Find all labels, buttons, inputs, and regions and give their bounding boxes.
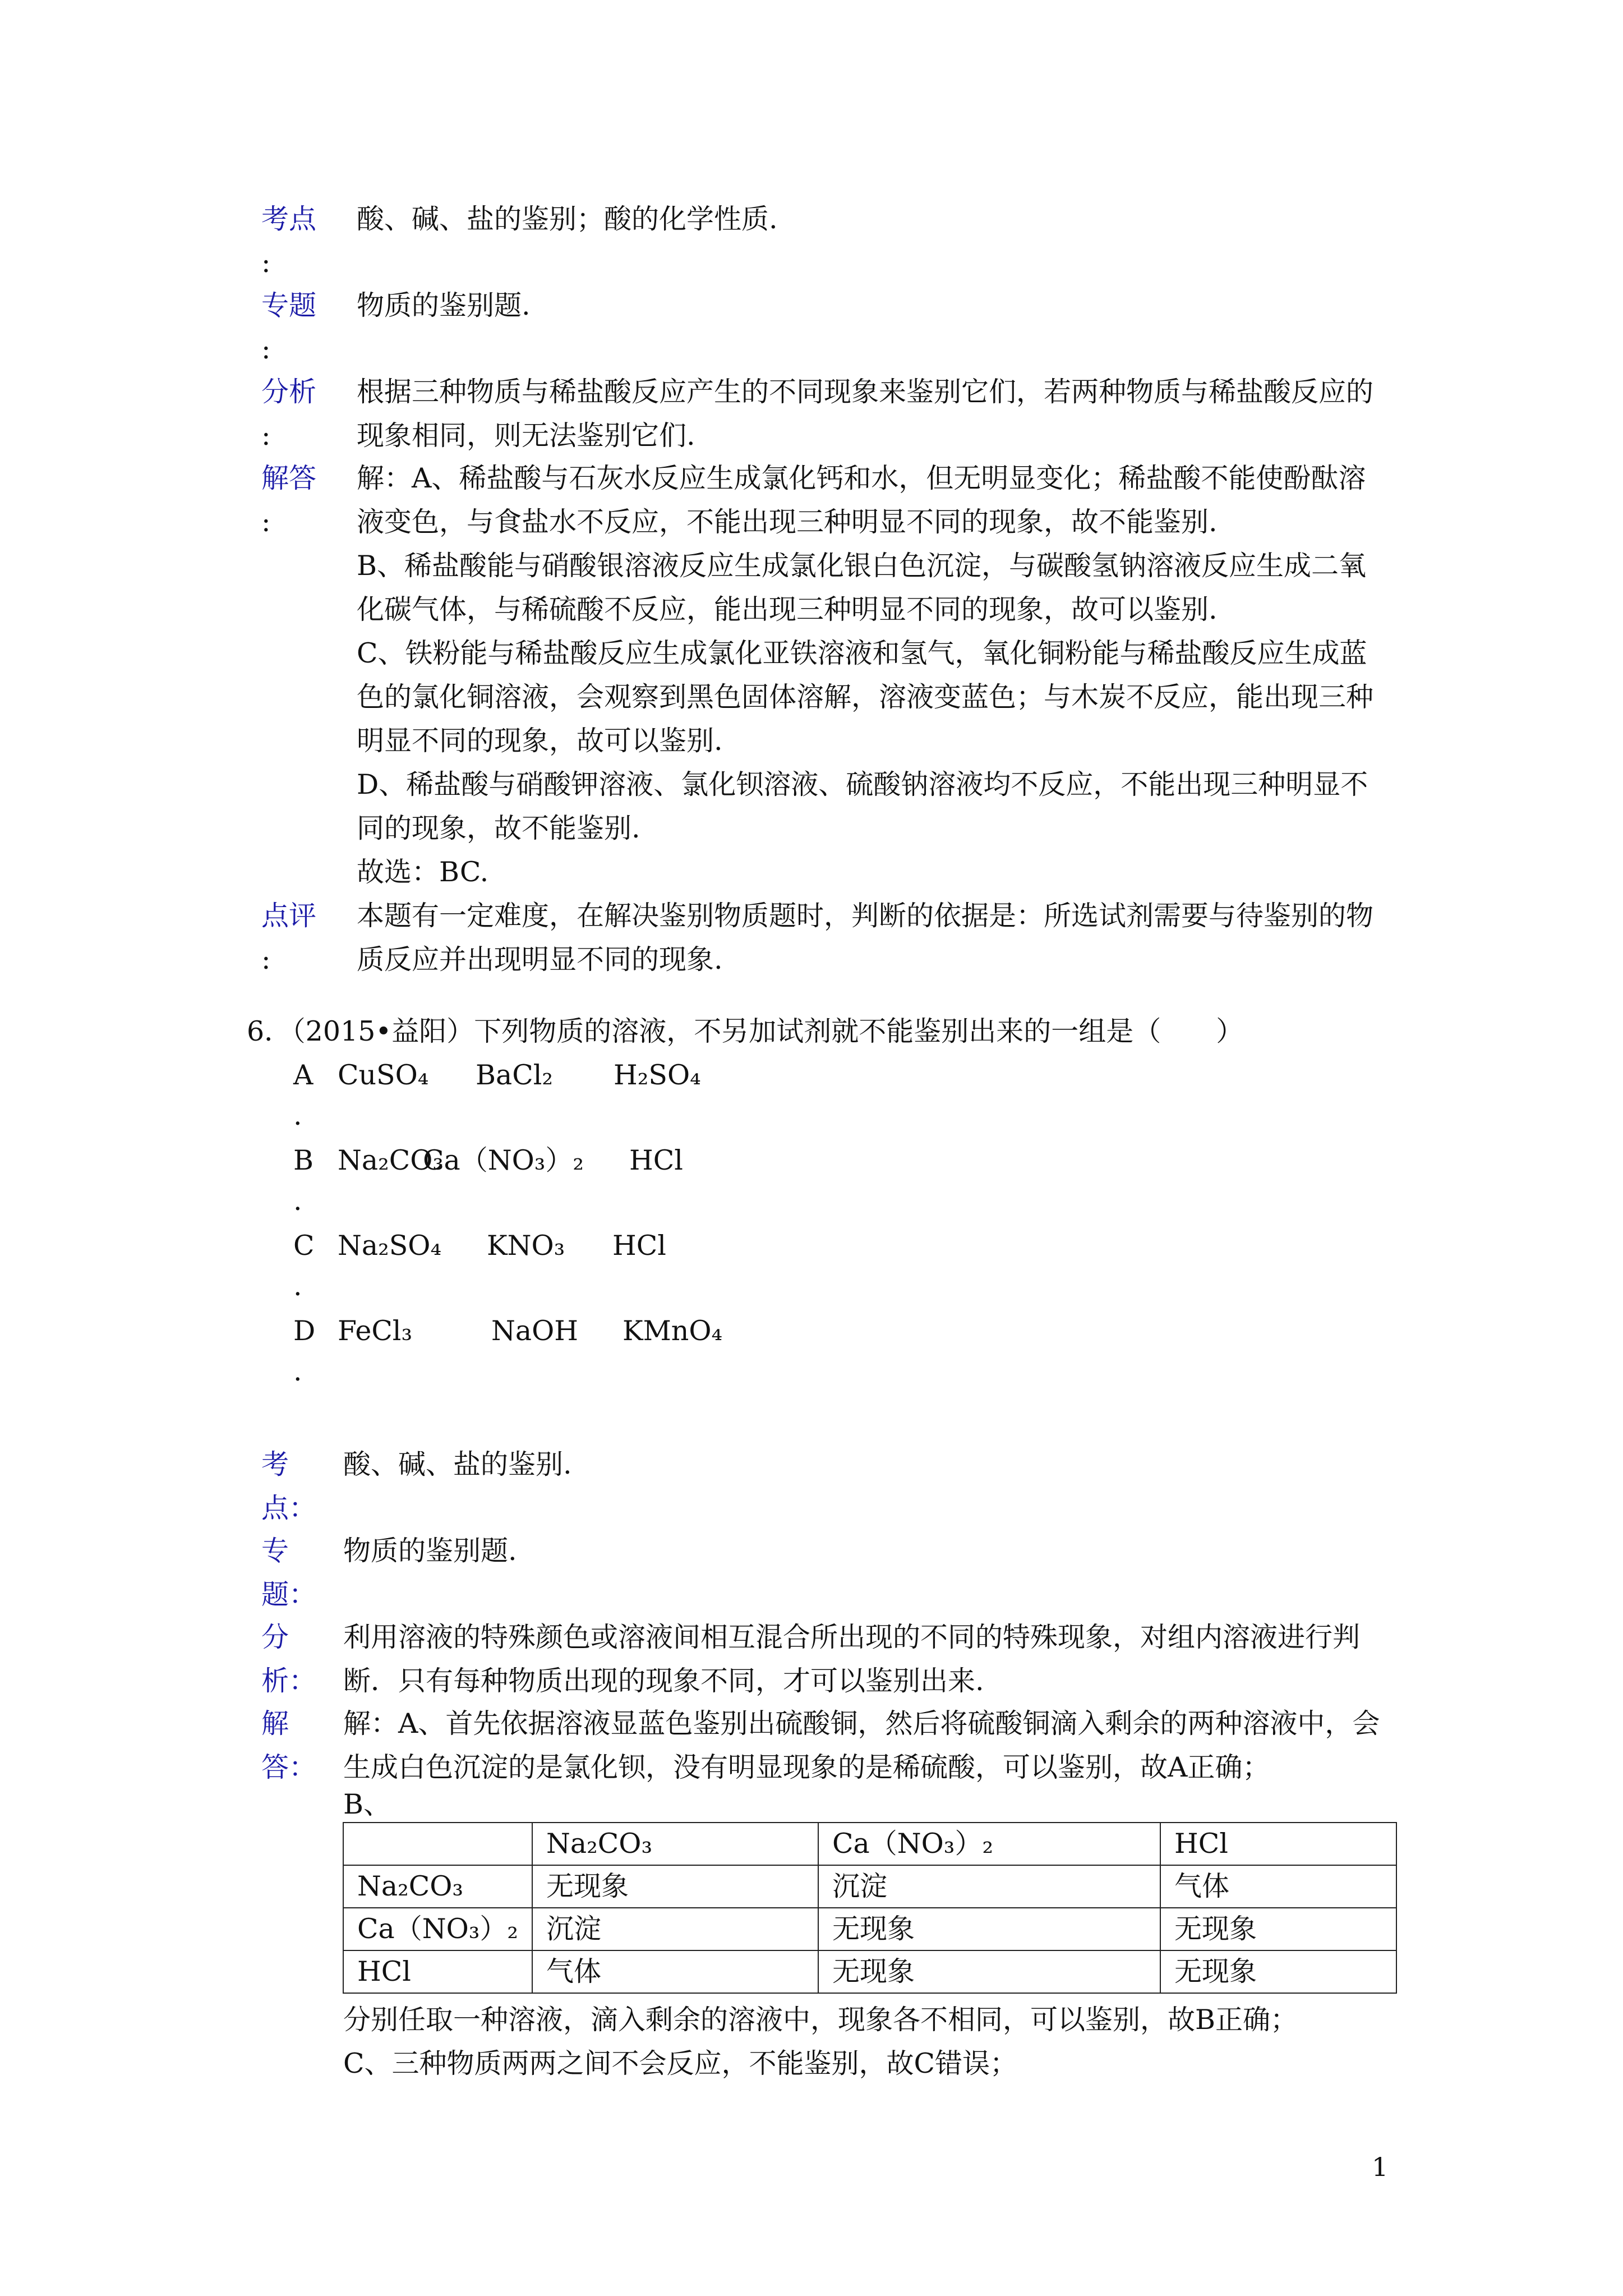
option-dot: . [293,1099,302,1131]
label-colon: : [261,944,271,976]
zhuanti-text: 物质的鉴别题. [357,289,531,321]
jieda-a-text: 解：A、稀盐酸与石灰水反应生成氯化钙和水，但无明显变化；稀盐酸不能使酚酞溶液变色，与食盐水不反应，不能出现三种明显不同的现象，故不能鉴别. [357,462,1366,538]
table-row [343,1908,1396,1950]
table-header-row [343,1823,1396,1865]
table-cell: 气体 [1160,1865,1396,1908]
table-cell: 无现象 [818,1908,1160,1950]
label-colon: : [261,333,271,365]
label-colon: : [261,247,271,279]
kaodian-text-2: 酸、碱、盐的鉴别. [343,1448,572,1480]
table-cell: 无现象 [1160,1950,1396,1993]
question-stem: 6．（2015•益阳）下列物质的溶液，不另加试剂就不能鉴别出来的一组是（ ） [247,1015,1244,1047]
jieda-select-text: 故选：BC. [357,856,489,888]
table-cell: Na₂CO₃ [532,1823,818,1865]
option-a-item-2: BaCl₂ [476,1059,554,1091]
kaodian-label: 考点 [261,203,317,235]
table-cell: Ca（NO₃）₂ [343,1908,532,1950]
option-d-letter: D [293,1315,316,1347]
option-dot: . [293,1185,302,1217]
table-row [343,1950,1396,1993]
jieda-b-head: B、 [343,1788,391,1820]
option-a-item-3: H₂SO₄ [614,1059,701,1091]
option-d-item-1: FeCl₃ [338,1315,413,1347]
jieda-label-1: 解 [261,1708,289,1740]
zhuanti-label: 专题 [261,289,317,321]
fenxi-label-2: 析： [261,1665,317,1697]
option-d-item-2: NaOH [491,1315,578,1347]
table-cell: 无现象 [818,1950,1160,1993]
option-c-item-3: HCl [612,1230,666,1262]
table-cell: 沉淀 [532,1908,818,1950]
table-cell: 无现象 [532,1865,818,1908]
option-dot: . [293,1270,302,1302]
table-row [343,1865,1396,1908]
option-b-item-2: Ca（NO₃）₂ [423,1144,584,1176]
option-c-letter: C [293,1230,315,1262]
option-d-item-3: KMnO₄ [623,1315,723,1347]
jieda-label: 解答 [261,462,317,494]
option-a-item-1: CuSO₄ [338,1059,429,1091]
fenxi-text-2: 利用溶液的特殊颜色或溶液间相互混合所出现的不同的特殊现象，对组内溶液进行判断．只有每种物质出现的现象不同，才可以鉴别出来. [343,1621,1361,1697]
table-cell: 气体 [532,1950,818,1993]
option-a-letter: A [293,1059,313,1091]
jieda-d-text: D、稀盐酸与硝酸钾溶液、氯化钡溶液、硫酸钠溶液均不反应，不能出现三种明显不同的现象，故不能鉴别. [357,769,1368,844]
reaction-table [343,1822,1397,1994]
table-cell [343,1823,532,1865]
table-cell: HCl [1160,1823,1396,1865]
table-cell: 无现象 [1160,1908,1396,1950]
option-b-item-3: HCl [629,1144,683,1176]
option-b-item-1: Na₂CO₃ [338,1144,444,1176]
jieda-b-text: B、稀盐酸能与硝酸银溶液反应生成氯化银白色沉淀，与碳酸氢钠溶液反应生成二氧化碳气体，与稀硫酸不反应，能出现三种明显不同的现象，故可以鉴别. [357,550,1367,625]
table-cell: Ca（NO₃）₂ [818,1823,1160,1865]
jieda-c-text: C、铁粉能与稀盐酸反应生成氯化亚铁溶液和氢气，氧化铜粉能与稀盐酸反应生成蓝色的氯化铜溶液，会观察到黑色固体溶解，溶液变蓝色；与木炭不反应，能出现三种明显不同的现象，故可以鉴别. [357,637,1374,757]
fenxi-label: 分析 [261,376,317,408]
zhuanti-label-1: 专 [261,1535,289,1567]
table-cell: 沉淀 [818,1865,1160,1908]
option-c-item-2: KNO₃ [487,1230,565,1262]
dianping-text: 本题有一定难度，在解决鉴别物质题时，判断的依据是：所选试剂需要与待鉴别的物质反应并出现明显不同的现象. [357,900,1374,976]
zhuanti-label-2: 题： [261,1579,317,1611]
jieda-a-text-2: 解：A、首先依据溶液显蓝色鉴别出硫酸铜，然后将硫酸铜滴入剩余的两种溶液中，会生成白色沉淀的是氯化钡，没有明显现象的是稀硫酸，可以鉴别，故A正确； [343,1708,1380,1783]
fenxi-label-1: 分 [261,1621,289,1653]
fenxi-text: 根据三种物质与稀盐酸反应产生的不同现象来鉴别它们，若两种物质与稀盐酸反应的现象相同，则无法鉴别它们. [357,376,1374,452]
zhuanti-text-2: 物质的鉴别题. [343,1535,517,1567]
dianping-label: 点评 [261,900,317,932]
kaodian-text: 酸、碱、盐的鉴别；酸的化学性质. [357,203,778,235]
label-colon: : [261,420,271,452]
kaodian-label-1: 考 [261,1448,289,1480]
jieda-b-tail: 分别任取一种溶液，滴入剩余的溶液中，现象各不相同，可以鉴别，故B正确； [343,2004,1298,2036]
table-cell: HCl [343,1950,532,1993]
option-c-item-1: Na₂SO₄ [338,1230,442,1262]
jieda-c-text-2: C、三种物质两两之间不会反应，不能鉴别，故C错误； [343,2047,1017,2079]
jieda-label-2: 答： [261,1751,317,1783]
kaodian-label-2: 点： [261,1492,317,1524]
label-colon: : [261,506,271,538]
table-cell: Na₂CO₃ [343,1865,532,1908]
option-b-letter: B [293,1144,314,1176]
page-number: 1 [1372,2152,1389,2182]
option-dot: . [293,1355,302,1387]
